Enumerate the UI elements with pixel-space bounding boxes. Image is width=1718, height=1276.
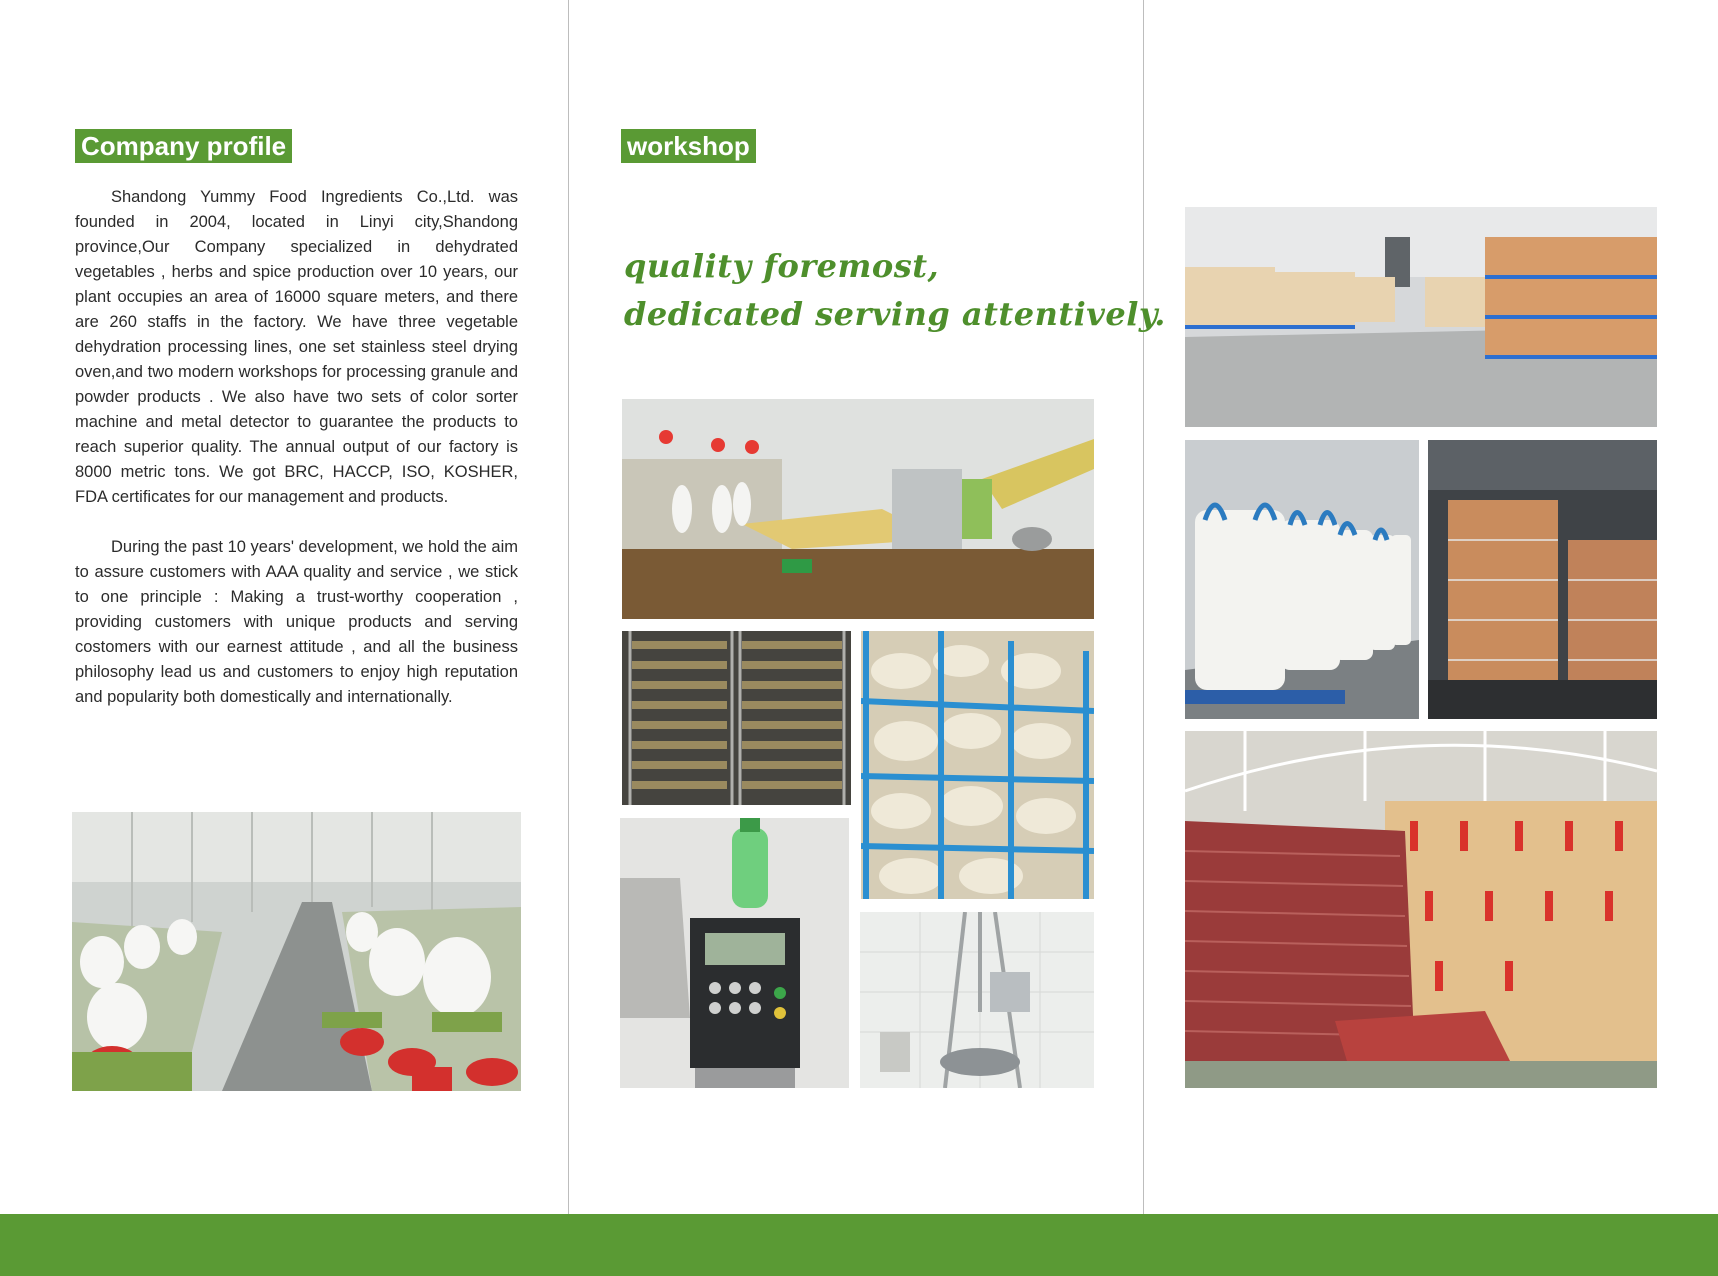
panel-divider-right [1143,0,1144,1214]
tagline-line-1: quality foremost, [624,247,940,285]
photo-container-loading [1428,440,1657,719]
photo-drying-racks [622,631,851,805]
photo-warehouse-pallets [1185,207,1657,427]
photo-processing-line [622,399,1094,619]
footer-band [0,1214,1718,1276]
company-profile-title: Company profile [75,129,292,163]
tagline-line-2: dedicated serving attentively. [624,295,1166,333]
photo-chili-packages [1185,731,1657,1088]
photo-sorting-hall [72,812,521,1091]
workshop-title: workshop [621,129,756,163]
photo-metal-detector [620,818,849,1088]
company-profile-text [75,185,518,710]
photo-sieving-machine [860,912,1094,1088]
photo-bulk-bags [1185,440,1419,719]
company-profile-paragraph-1: Shandong Yummy Food Ingredients Co.,Ltd. was founded in 2004, located in Linyi city,Shandong province,Our Company specialized in dehydrated vegetables , herbs and spice production over 10 years, our plant occupies an area of 16000 square meters, and there are 260 staffs in the factory. We have three vegetable dehydration processing lines, one set stainless steel drying oven,and two modern workshops for processing granule and powder products . We also have two sets of color sorter machine and metal detector to guarantee the products to reach superior quality. The annual output of our factory is 8000 metric tons. We got BRC, HACCP, ISO, KOSHER, FDA certificates for our management and products. [75,188,518,506]
panel-divider-left [568,0,569,1214]
photo-sack-shelves [861,631,1094,899]
company-profile-paragraph-2: During the past 10 years' development, we hold the aim to assure customers with AAA quality and service , we stick to one principle : Making a trust-worthy cooperation , providing customers with unique products and serving costomers with our earnest attitude , and all the business philosophy lead us and customers to enjoy high reputation and popularity both domestically and internationally. [75,538,518,706]
